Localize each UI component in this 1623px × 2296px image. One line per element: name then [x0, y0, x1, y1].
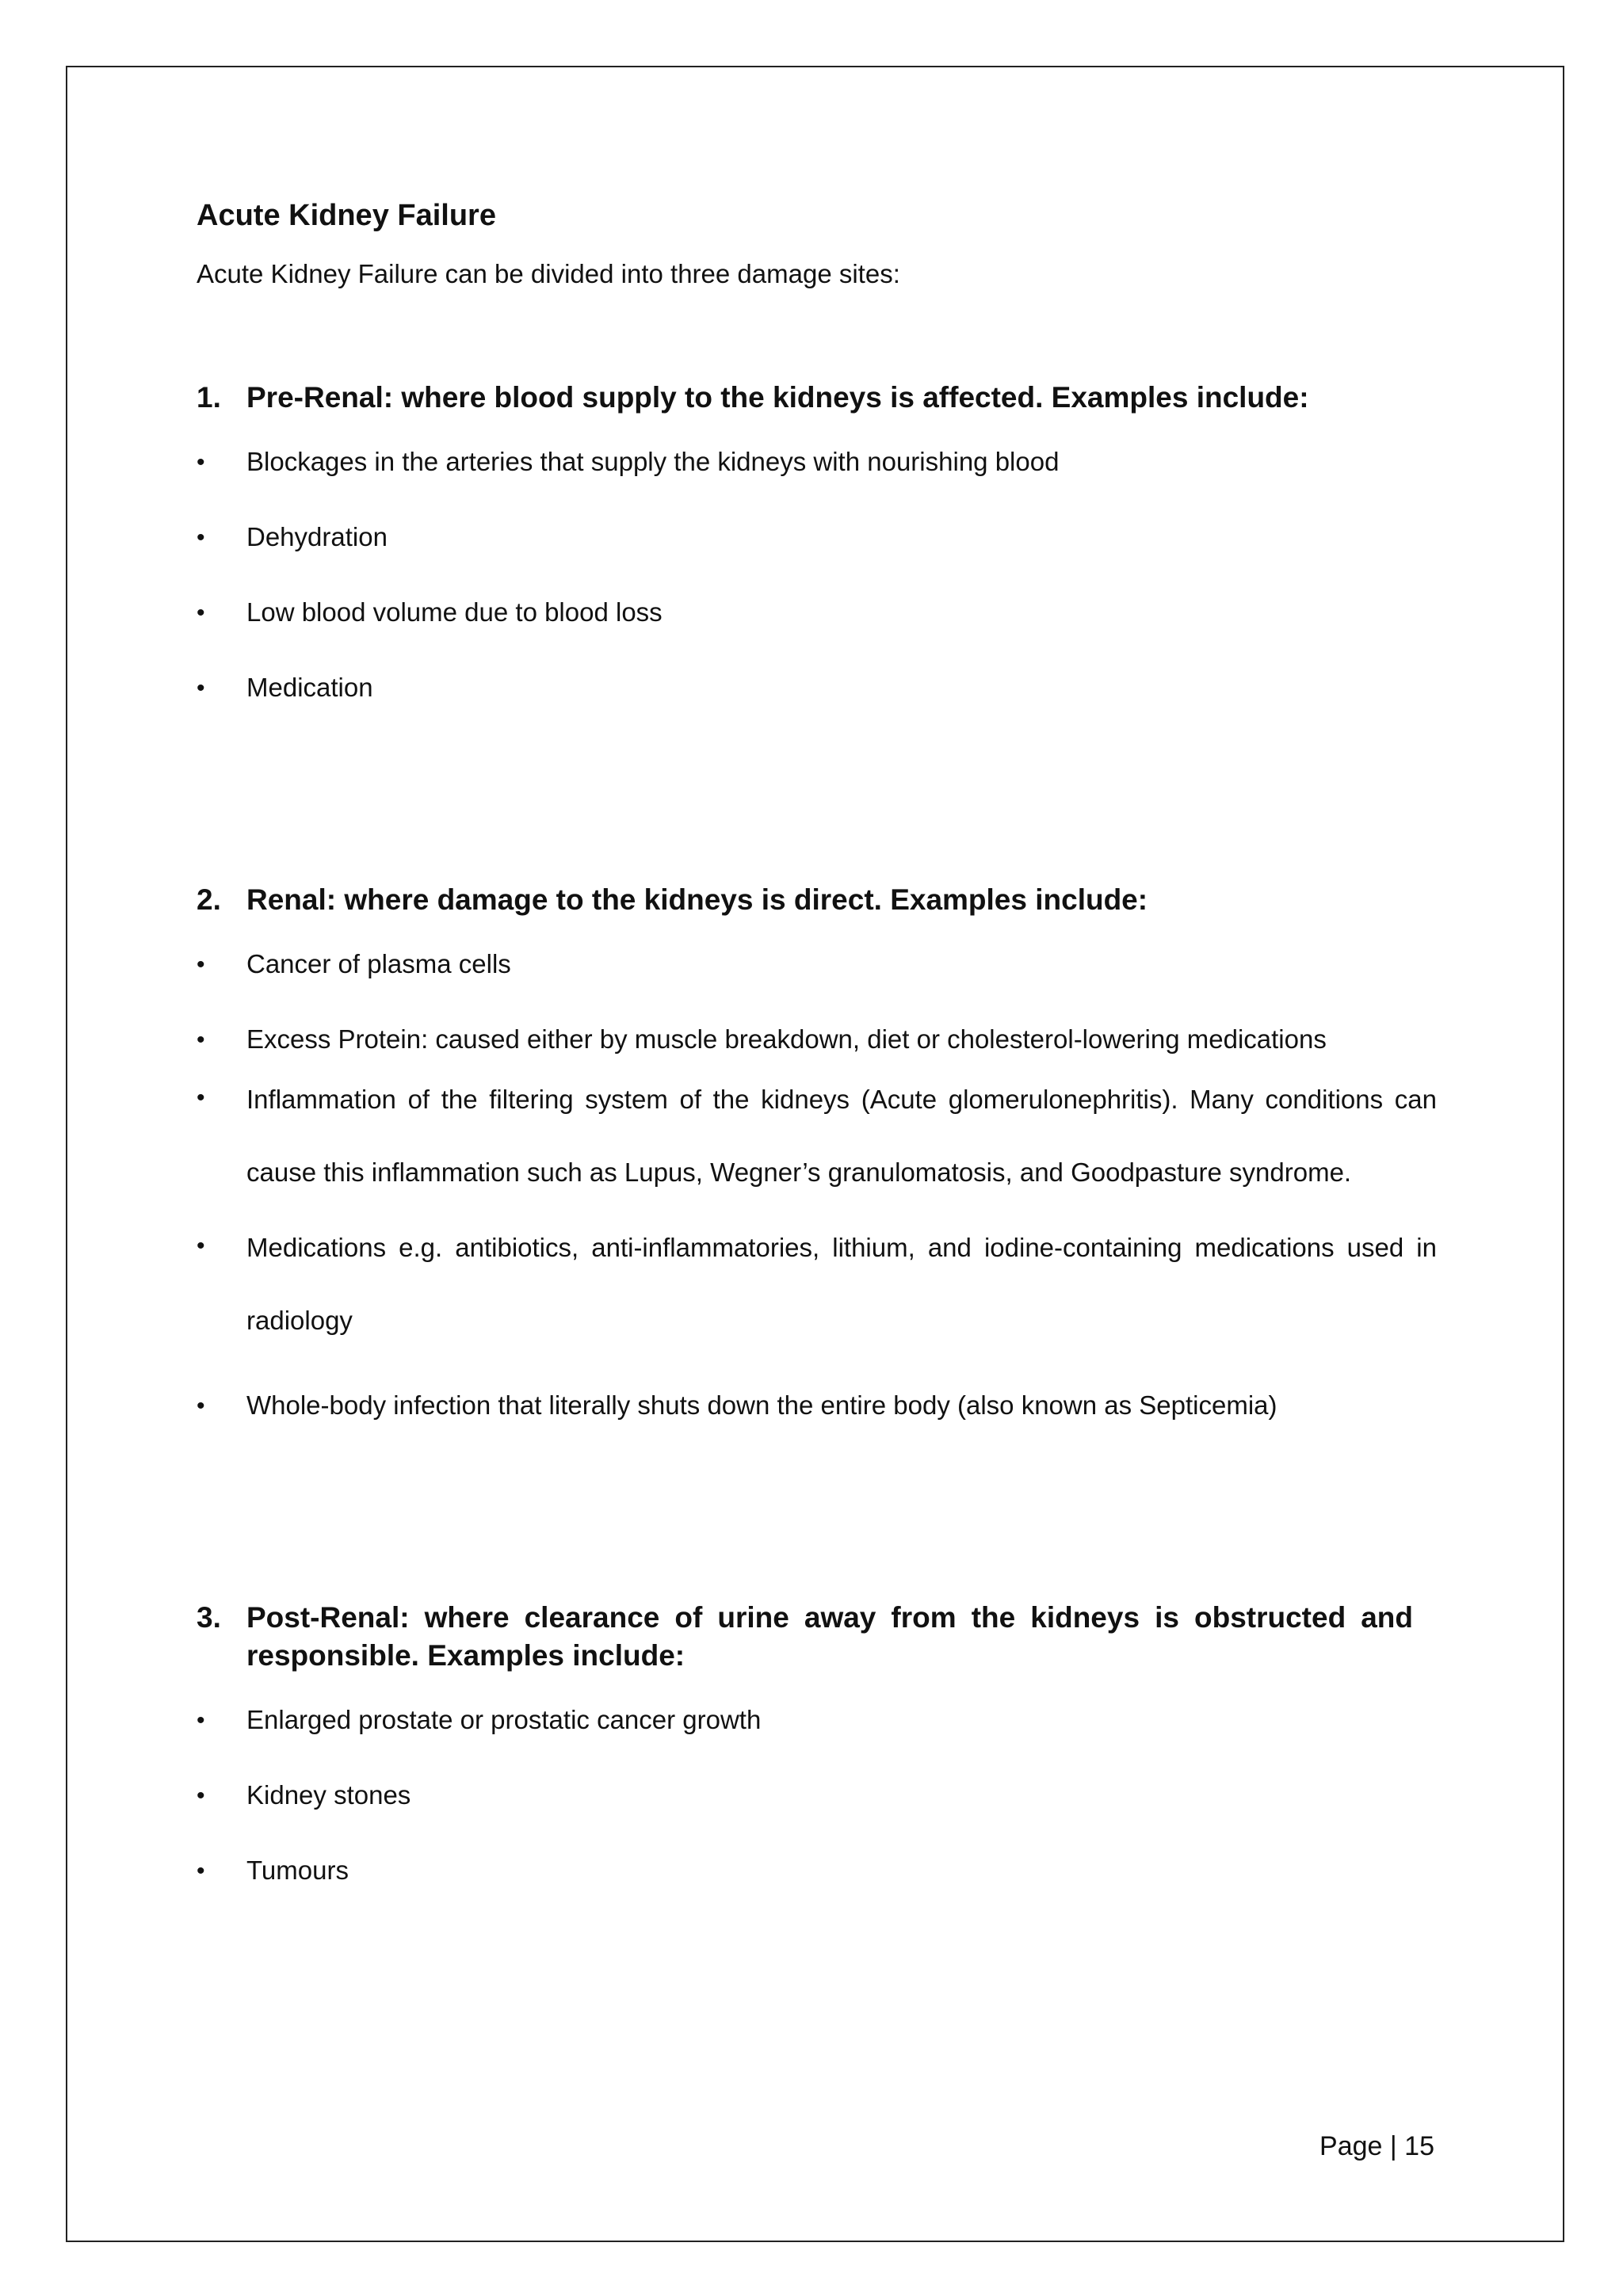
list-item-text: Medications e.g. antibiotics, anti-inflammatories, lithium, and iodine-containing medications used in radiology — [246, 1232, 1437, 1335]
bullet-icon: • — [197, 1858, 205, 1885]
list-item — [197, 948, 1437, 982]
list-item — [197, 1779, 1437, 1813]
list-item-text: Dehydration — [246, 522, 388, 552]
list-item — [197, 1703, 1437, 1737]
list-item-text: Enlarged prostate or prostatic cancer growth — [246, 1705, 762, 1735]
bullet-icon: • — [197, 1232, 205, 1259]
section-heading — [197, 881, 1437, 919]
list-item — [197, 671, 1437, 705]
bullet-list — [197, 948, 1437, 1423]
section-number: 1. — [197, 381, 221, 414]
list-item — [197, 1854, 1437, 1888]
bullet-list — [197, 1703, 1437, 1888]
bullet-icon: • — [197, 600, 205, 627]
list-item-text: Excess Protein: caused either by muscle breakdown, diet or cholesterol-lowering medications — [246, 1024, 1327, 1054]
list-item — [197, 1229, 1437, 1358]
bullet-icon: • — [197, 1393, 205, 1420]
section-renal — [197, 881, 1437, 1423]
list-item — [197, 1081, 1437, 1210]
section-post-renal — [197, 1599, 1437, 1888]
section-heading-text: Post-Renal: where clearance of urine away from the kidneys is obstructed and responsible. Examples include: — [246, 1601, 1413, 1672]
list-item — [197, 445, 1437, 479]
bullet-icon: • — [197, 675, 205, 702]
list-item-text: Medication — [246, 673, 373, 703]
section-heading-text: Renal: where damage to the kidneys is direct. Examples include: — [246, 883, 1148, 916]
bullet-icon: • — [197, 1783, 205, 1810]
bullet-icon: • — [197, 1084, 205, 1111]
bullet-icon: • — [197, 1026, 205, 1053]
list-item-text: Whole-body infection that literally shuts down the entire body (also known as Septicemia) — [246, 1390, 1277, 1421]
list-item-text: Cancer of plasma cells — [246, 949, 511, 979]
section-pre-renal — [197, 379, 1437, 705]
document-body — [197, 196, 1437, 1929]
section-number: 2. — [197, 883, 221, 916]
intro-paragraph: Acute Kidney Failure can be divided into three damage sites: — [197, 259, 900, 289]
list-item-text: Blockages in the arteries that supply the kidneys with nourishing blood — [246, 447, 1060, 477]
section-heading-text: Pre-Renal: where blood supply to the kidneys is affected. Examples include: — [246, 381, 1309, 414]
bullet-list — [197, 445, 1437, 705]
list-item-text: Tumours — [246, 1855, 349, 1886]
bullet-icon: • — [197, 1707, 205, 1734]
list-item — [197, 1023, 1437, 1057]
list-item-text: Low blood volume due to blood loss — [246, 597, 663, 627]
list-item-text: Inflammation of the filtering system of the kidneys (Acute glomerulonephritis). Many conditions can cause this inflammation such as Lupus, Wegner’s granulomatosis, and Goodpasture syndrome. — [246, 1084, 1437, 1188]
document-title: Acute Kidney Failure — [197, 199, 496, 232]
section-number: 3. — [197, 1601, 221, 1634]
list-item — [197, 1389, 1437, 1423]
list-item — [197, 596, 1437, 630]
list-item — [197, 521, 1437, 555]
section-heading — [197, 1599, 1437, 1675]
bullet-icon: • — [197, 449, 205, 476]
page-number: Page | 15 — [1319, 2131, 1434, 2161]
bullet-icon: • — [197, 524, 205, 551]
section-heading — [197, 379, 1437, 417]
bullet-icon: • — [197, 952, 205, 978]
list-item-text: Kidney stones — [246, 1780, 411, 1810]
